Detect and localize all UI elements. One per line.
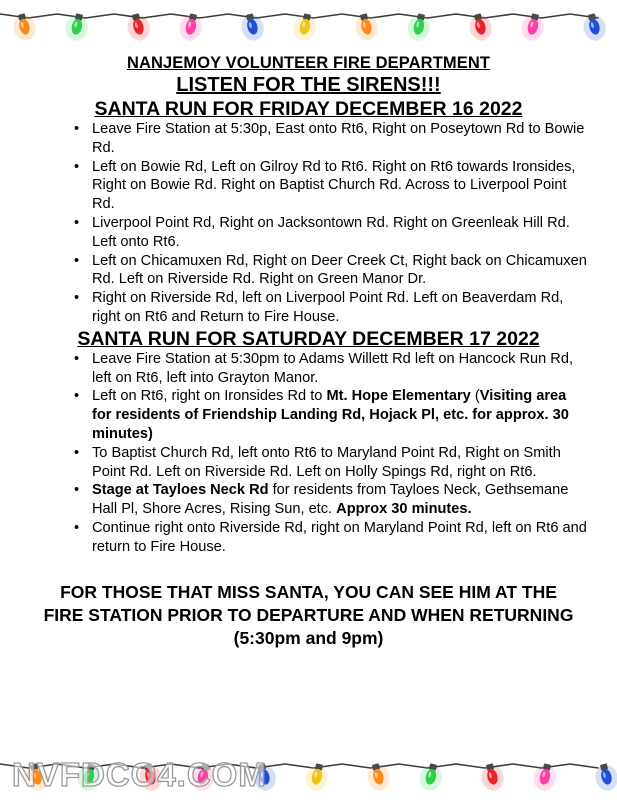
christmas-bulb-icon [593,761,617,793]
route-stop-text: Continue right onto Riverside Rd, right on Maryland Point Rd, left on Rt6 and return to Fire House. [92,519,587,555]
closing-times: (5:30pm and 9pm) [233,627,384,648]
friday-route-list [0,120,617,327]
saturday-route-list [0,350,617,557]
route-stop [92,214,587,252]
route-stop-text: Left on Bowie Rd, Left on Gilroy Rd to Rt6. Right on Rt6 towards Ironsides, Right on Bowie Rd. Right on Baptist Church Rd. Across to Liverpool Point Rd. [92,158,576,213]
route-stop [92,519,587,557]
route-stop-bold-text: Stage at Tayloes Neck Rd [92,482,269,499]
route-stop-bold-text: Visiting area for residents of Friendship Landing Rd, Hojack Pl, etc. for approx. 30 minutes) [92,388,569,442]
christmas-bulb-icon [177,12,204,43]
christmas-bulb-icon [291,12,318,43]
route-stop-text: Leave Fire Station at 5:30pm to Adams Willett Rd left on Hancock Run Rd, left on Rt6, left into Grayton Manor. [92,350,574,386]
route-stop-text: To Baptist Church Rd, left onto Rt6 to Maryland Point Rd, Right on Smith Point Rd. Left on Riverside Rd. Left on Holly Spings Rd, right on Rt6. [92,444,561,480]
christmas-bulb-icon [519,12,546,43]
route-stop [92,387,587,443]
route-stop-text: Leave Fire Station at 5:30p, East onto Rt6, Right on Poseytown Rd to Bowie Rd. [92,121,585,156]
route-stop-bold-text: Mt. Hope Elementary [326,388,471,405]
christmas-lights-top [0,0,617,50]
route-stop [92,252,587,290]
route-stop-text: ( [470,388,480,405]
route-stop-text: Liverpool Point Rd, Right on Jacksontown Rd. Right on Greenleak Hill Rd. Left onto Rt6. [92,214,570,250]
route-stop [92,158,587,214]
route-stop-text: Right on Riverside Rd, left on Liverpool Point Rd. Left on Beaverdam Rd, right on Rt6 and Return to Fire House. [92,290,564,325]
headline: LISTEN FOR THE SIRENS!!! [176,74,441,96]
website-watermark: NVFDCO4.COM [12,756,267,793]
friday-run-title: SANTA RUN FOR FRIDAY DECEMBER 16 2022 [94,98,523,120]
saturday-run-title: SANTA RUN FOR SATURDAY DECEMBER 17 2022 [77,327,540,350]
closing-text: FOR THOSE THAT MISS SANTA, YOU CAN SEE HIM AT THE FIRE STATION PRIOR TO DEPARTURE AND WHEN RETURNING [43,581,574,625]
route-stop-text: Left on Chicamuxen Rd, Right on Deer Creek Ct, Right back on Chicamuxen Rd. Left on Riverside Rd. Right on Green Manor Dr. [92,252,587,288]
route-stop [92,289,587,327]
route-stop [92,444,587,482]
route-stop [92,120,587,158]
route-stop [92,481,587,519]
closing-message [40,581,577,650]
route-stop-text: for residents from Tayloes Neck, Gethsemane Hall Pl, Shore Acres, Rising Sun, etc. [92,482,569,518]
route-stop-bold-text: Approx 30 minutes. [336,501,472,518]
flyer-body [0,50,617,650]
christmas-bulb-icon [405,12,432,43]
christmas-bulb-icon [63,12,90,43]
route-stop [92,350,587,388]
route-stop-text: Left on Rt6, right on Ironsides Rd to [92,388,327,405]
org-name: NANJEMOY VOLUNTEER FIRE DEPARTMENT [126,54,491,72]
